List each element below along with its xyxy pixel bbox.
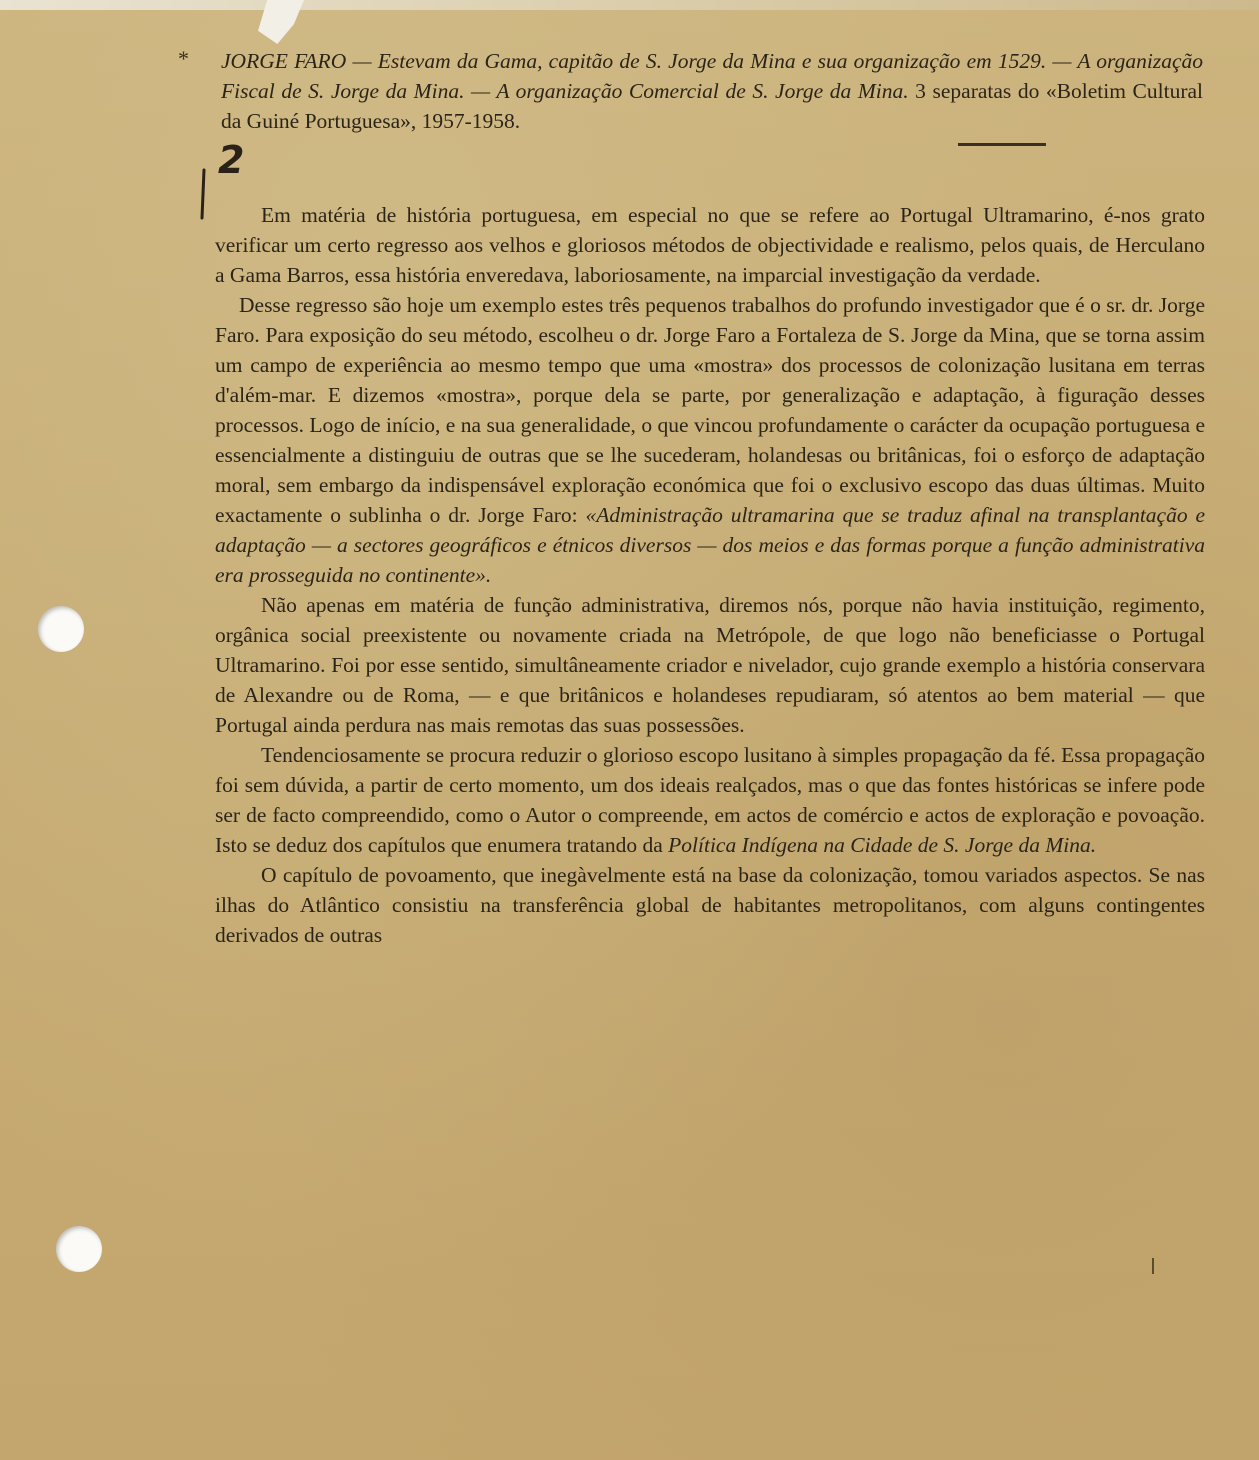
asterisk-mark: *	[178, 46, 189, 71]
paragraph: Em matéria de história portuguesa, em especial no que se refere ao Portugal Ultramarino, é-nos grato verificar um certo regresso aos velhos e gloriosos métodos de objectividade e realismo, pelos quais, de Herculano a Gama Barros, essa história enveredava, laboriosamente, na imparcial investigação da verdade.	[215, 203, 1205, 287]
paragraph-text: Desse regresso são hoje um exemplo estes três pequenos trabalhos do profundo investigador que é o sr. dr. Jorge Faro. Para exposição do seu método, escolheu o dr. Jorge Faro a Fortaleza de S. Jorge da Mina, que se torna assim um campo de experiência ao mesmo tempo que uma «mostra» dos processos de colonização lusitana em terras d'além-mar. E dizemos «mostra», porque dela se parte, por generalização e adaptação, à figuração desses processos. Logo de início, e na sua generalidade, o que vincou profundamente o carácter da ocupação portuguesa e essencialmente a distinguiu de outras que se lhe sucederam, holandesas ou britânicas, foi o esforço de adaptação moral, sem embargo da indispensável exploração económica que foi o exclusivo escopo das duas últimas. Muito exactamente o sublinha o dr. Jorge Faro:	[215, 293, 1205, 527]
page-top-edge	[0, 0, 1259, 10]
paragraph: O capítulo de povoamento, que inegàvelmente está na base da colonização, tomou variados aspectos. Se nas ilhas do Atlântico consistiu na transferência global de habitantes metropolitanos, com alguns contingentes derivados de outras	[215, 863, 1205, 947]
reference-titles: — Estevam da Gama, capitão de S. Jorge da Mina e sua organização em 1529. — A organização Fiscal de S. Jorge da Mina. — A organização Comercial de S. Jorge da Mina.	[221, 49, 1204, 103]
paragraph: Não apenas em matéria de função administrativa, diremos nós, porque não havia instituição, regimento, orgânica social preexistente ou novamente criada na Metrópole, de que logo não beneficiasse o Portugal Ultramarino. Foi por esse sentido, simultâneamente criador e nivelador, cujo grande exemplo a história conservara de Alexandre ou de Roma, — e que britânicos e holandeses repudiaram, só atentos ao bem material — que Portugal ainda perdura nas mais remotas das suas possessões.	[215, 593, 1205, 737]
review-body	[215, 200, 1205, 950]
quotation: «Administração ultramarina que se traduz afinal na transplantação e adaptação — a sectores geográficos e étnicos diversos — dos meios e das formas porque a função administrativa era prosseguida no continente».	[215, 503, 1205, 587]
paragraph	[215, 740, 1205, 860]
reference-details: 3 separatas do «Boletim Cultural da Guiné Portuguesa», 1957-1958.	[221, 79, 1203, 133]
reference-author: JORGE FARO	[221, 49, 347, 73]
punch-hole	[56, 1226, 102, 1272]
pen-underline	[958, 143, 1046, 146]
chapter-title: Política Indígena na Cidade de S. Jorge da Mina.	[668, 833, 1097, 857]
paragraph	[215, 290, 1205, 590]
paragraph-text: Tendenciosamente se procura reduzir o glorioso escopo lusitano à simples propagação da fé. Essa propagação foi sem dúvida, a partir de certo momento, um dos ideais realçados, mas o que das fontes históricas se infere pode ser de facto compreendido, como o Autor o compreende, em actos de comércio e actos de exploração e povoação. Isto se deduz dos capítulos que enumera tratando da	[215, 743, 1205, 857]
pen-tick	[1152, 1258, 1154, 1274]
punch-hole	[38, 606, 84, 652]
bibliographic-reference	[203, 46, 1203, 136]
handwritten-number: 2	[218, 138, 245, 182]
